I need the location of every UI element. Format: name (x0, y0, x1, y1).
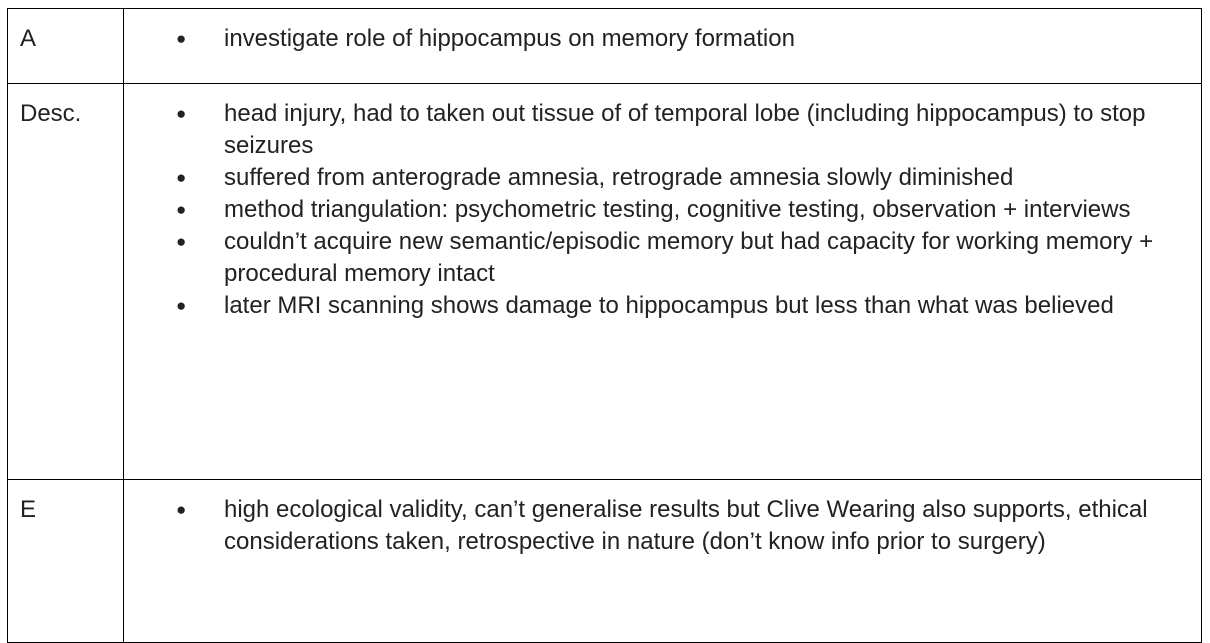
row-content-desc (124, 84, 1202, 480)
list-item: ● later MRI scanning shows damage to hippocampus but less than what was believed (124, 290, 1181, 322)
table-row-desc (8, 84, 1202, 480)
table-row-a (8, 9, 1202, 84)
row-label-desc: Desc. (8, 84, 124, 480)
list-item: ● suffered from anterograde amnesia, retrograde amnesia slowly diminished (124, 162, 1181, 194)
bullet-list-desc (124, 98, 1181, 322)
notes-table (7, 8, 1202, 643)
row-label-e: E (8, 480, 124, 643)
list-item: ● couldn’t acquire new semantic/episodic memory but had capacity for working memory + procedural memory intact (124, 226, 1181, 290)
row-content-a (124, 9, 1202, 84)
bullet-list-e (124, 494, 1181, 558)
row-label-a: A (8, 9, 124, 84)
list-item: ● investigate role of hippocampus on memory formation (124, 23, 1181, 55)
list-item: ● high ecological validity, can’t generalise results but Clive Wearing also supports, ethical considerations taken, retrospective in nature (don’t know info prior to surgery) (124, 494, 1181, 558)
list-item: ● method triangulation: psychometric testing, cognitive testing, observation + interviews (124, 194, 1181, 226)
bullet-list-a (124, 23, 1181, 55)
list-item: ● head injury, had to taken out tissue of of temporal lobe (including hippocampus) to stop seizures (124, 98, 1181, 162)
row-content-e (124, 480, 1202, 643)
table-row-e (8, 480, 1202, 643)
